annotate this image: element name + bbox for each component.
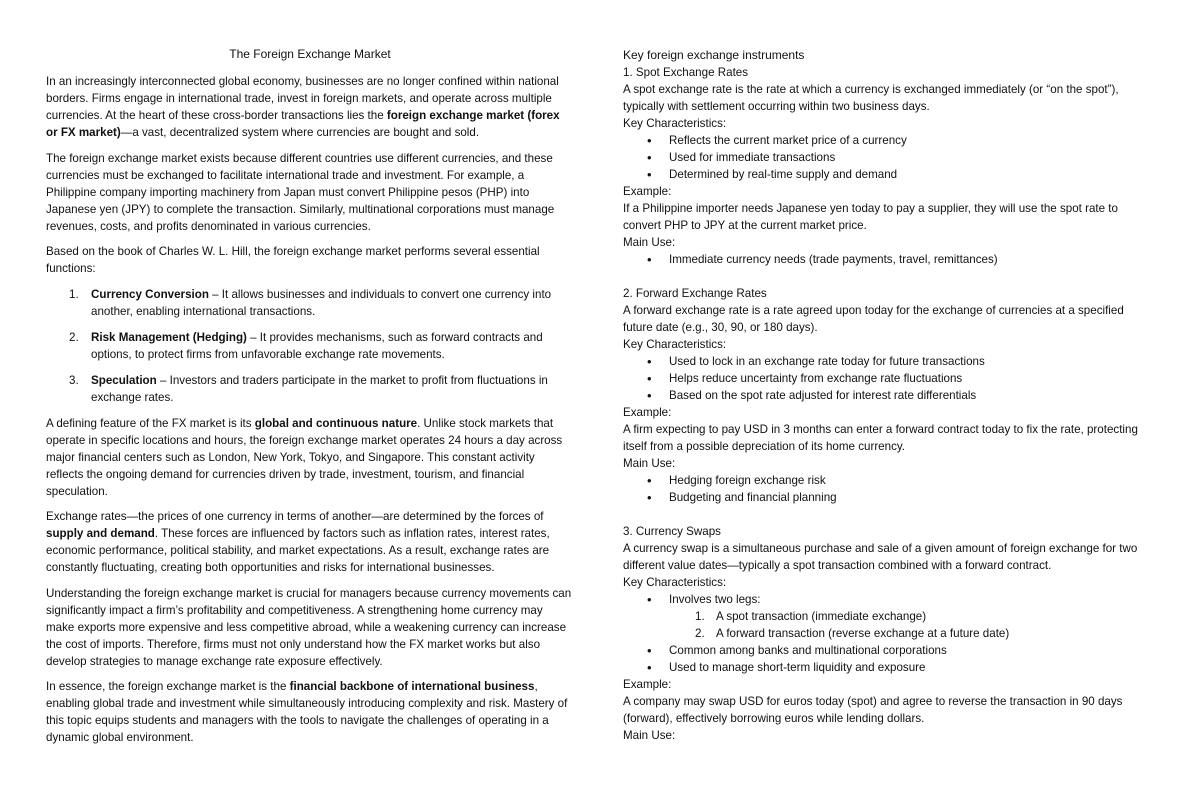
function-desc: – Investors and traders participate in the market to profit from fluctuations in exchange rates. xyxy=(91,373,548,404)
kc-label: Key Characteristics: xyxy=(623,117,727,130)
main-use-label: Main Use: xyxy=(623,457,676,470)
kc-list xyxy=(623,591,1143,608)
global-term: global and continuous nature xyxy=(254,416,418,430)
list-item: • Immediate currency needs (trade payments, travel, remittances) xyxy=(623,251,1143,268)
definition: A forward exchange rate is a rate agreed upon today for the exchange of currencies at a specified future date (e.g., 30, 90, or 180 days). xyxy=(623,304,1124,334)
function-desc: – It allows businesses and individuals to convert one currency into another, enabling international transactions. xyxy=(91,287,552,318)
list-item: • Hedging foreign exchange risk xyxy=(623,472,1143,489)
section-title: 3. Currency Swaps xyxy=(623,525,721,538)
use-list xyxy=(623,251,1143,268)
right-column xyxy=(623,47,1143,744)
kc-list-rest xyxy=(623,642,1143,676)
global-text-a: A defining feature of the FX market is its xyxy=(46,416,255,430)
section-title: 2. Forward Exchange Rates xyxy=(623,287,767,300)
kc-list xyxy=(623,132,1143,183)
functions-intro: Based on the book of Charles W. L. Hill, the foreign exchange market performs several essential functions: xyxy=(46,245,540,275)
definition: A spot exchange rate is the rate at which a currency is exchanged immediately (or “on the spot”), typically with settlement occurring within two business days. xyxy=(623,83,1119,113)
conclusion-text-a: In essence, the foreign exchange market is the xyxy=(46,680,290,693)
kc-list xyxy=(623,353,1143,404)
list-item xyxy=(46,286,574,320)
intro-text-c: —a vast, decentralized system where currencies are bought and sold. xyxy=(120,126,480,139)
leg-text: A forward transaction (reverse exchange at a future date) xyxy=(716,627,1010,640)
legs-list xyxy=(623,608,1143,642)
list-item: • Helps reduce uncertainty from exchange rate fluctuations xyxy=(623,370,1143,387)
intro-term: foreign exchange market (forex or FX market) xyxy=(46,109,560,139)
list-item: • Common among banks and multinational corporations xyxy=(623,642,1143,659)
example-label: Example: xyxy=(623,185,672,198)
instruments-heading: Key foreign exchange instruments xyxy=(623,48,805,62)
intro-text-a: In an increasingly interconnected global economy, businesses are no longer confined within national borders. Firms engage in international trade, invest in foreign markets, and operate across multiple currencies. At the heart of these cross-border transactions lies the xyxy=(46,75,559,122)
function-desc: – It provides mechanisms, such as forward contracts and options, to protect firms from unfavorable exchange rate movements. xyxy=(91,330,543,361)
left-column xyxy=(46,46,574,755)
function-term: Currency Conversion xyxy=(91,287,209,301)
global-text-c: . Unlike stock markets that operate in specific locations and hours, the foreign exchange market operates 24 hours a day across major financial centers such as London, New York, Tokyo, and Singapore. This constant activity reflects the ongoing demand for currencies driven by trade, investment, tourism, and financial speculation. xyxy=(46,416,563,498)
list-number: 3. xyxy=(69,373,79,387)
rates-text-a: Exchange rates—the prices of one currency in terms of another—are determined by the forces of xyxy=(46,510,544,523)
list-item: • Used to manage short-term liquidity and exposure xyxy=(623,659,1143,676)
function-term: Speculation xyxy=(91,373,157,387)
kc-label: Key Characteristics: xyxy=(623,338,727,351)
list-item: • Budgeting and financial planning xyxy=(623,489,1143,506)
example-label: Example: xyxy=(623,678,672,691)
leg-text: A spot transaction (immediate exchange) xyxy=(716,610,927,623)
list-item: • Used to lock in an exchange rate today for future transactions xyxy=(623,353,1143,370)
list-item: • Reflects the current market price of a currency xyxy=(623,132,1143,149)
list-item: • Involves two legs: xyxy=(623,591,1143,608)
page-title: The Foreign Exchange Market xyxy=(229,47,391,61)
exchange-rates-paragraph xyxy=(46,508,574,576)
list-item xyxy=(46,329,574,363)
list-item: • Used for immediate transactions xyxy=(623,149,1143,166)
intro-paragraph xyxy=(46,73,574,141)
rates-text-c: . These forces are influenced by factors such as inflation rates, interest rates, economic performance, political stability, and market expectations. As a result, exchange rates are constantly fluctuating, creating both opportunities and risks for international businesses. xyxy=(46,527,550,574)
function-term: Risk Management (Hedging) xyxy=(91,330,247,344)
example-text: If a Philippine importer needs Japanese yen today to pay a supplier, they will use the spot rate to convert PHP to JPY at the current market price. xyxy=(623,202,1118,232)
spot-section xyxy=(623,64,1143,268)
managers-paragraph: Understanding the foreign exchange market is crucial for managers because currency movements can significantly impact a firm’s profitability and competitiveness. A strengthening home currency may make exports more expensive and less competitive abroad, while a weakening currency can increase the cost of imports. Therefore, firms must not only understand how the FX market works but also develop strategies to manage exchange rate exposure effectively. xyxy=(46,586,572,668)
definition: A currency swap is a simultaneous purchase and sale of a given amount of foreign exchange for two different value dates—typically a spot transaction combined with a forward contract. xyxy=(623,542,1138,572)
example-text: A firm expecting to pay USD in 3 months can enter a forward contract today to fix the rate, protecting itself from a possible depreciation of its home currency. xyxy=(623,423,1138,453)
section-title: 1. Spot Exchange Rates xyxy=(623,66,749,79)
list-item xyxy=(46,372,574,406)
list-number: 1. xyxy=(695,610,705,623)
example-text: A company may swap USD for euros today (spot) and agree to reverse the transaction in 90 days (forward), effectively borrowing euros while lending dollars. xyxy=(623,695,1123,725)
main-use-label: Main Use: xyxy=(623,236,676,249)
kc-label: Key Characteristics: xyxy=(623,576,727,589)
functions-list xyxy=(46,286,574,406)
forward-section xyxy=(623,285,1143,506)
conclusion-text-c: , enabling global trade and investment while simultaneously introducing complexity and risk. Mastery of this topic equips students and managers with the tools to navigate the challenges of operating in a dynamic global environment. xyxy=(46,680,568,744)
swaps-section xyxy=(623,523,1143,744)
list-item xyxy=(623,625,1143,642)
conclusion-paragraph xyxy=(46,678,574,746)
currencies-paragraph: The foreign exchange market exists because different countries use different currencies, and these currencies must be exchanged to facilitate international trade and investment. For example, a Philippine company importing machinery from Japan must convert Philippine pesos (PHP) into Japanese yen (JPY) to complete the transaction. Similarly, multinational corporations must manage revenues, costs, and profits denominated in various currencies. xyxy=(46,151,555,233)
main-use-label: Main Use: xyxy=(623,729,676,742)
list-item xyxy=(623,608,1143,625)
list-number: 1. xyxy=(69,287,79,301)
list-number: 2. xyxy=(695,627,705,640)
global-nature-paragraph xyxy=(46,415,574,500)
list-item: • Based on the spot rate adjusted for interest rate differentials xyxy=(623,387,1143,404)
example-label: Example: xyxy=(623,406,672,419)
rates-term: supply and demand xyxy=(46,527,155,540)
list-item: • Determined by real-time supply and demand xyxy=(623,166,1143,183)
conclusion-term: financial backbone of international business xyxy=(289,680,535,693)
use-list xyxy=(623,472,1143,506)
list-number: 2. xyxy=(69,330,79,344)
